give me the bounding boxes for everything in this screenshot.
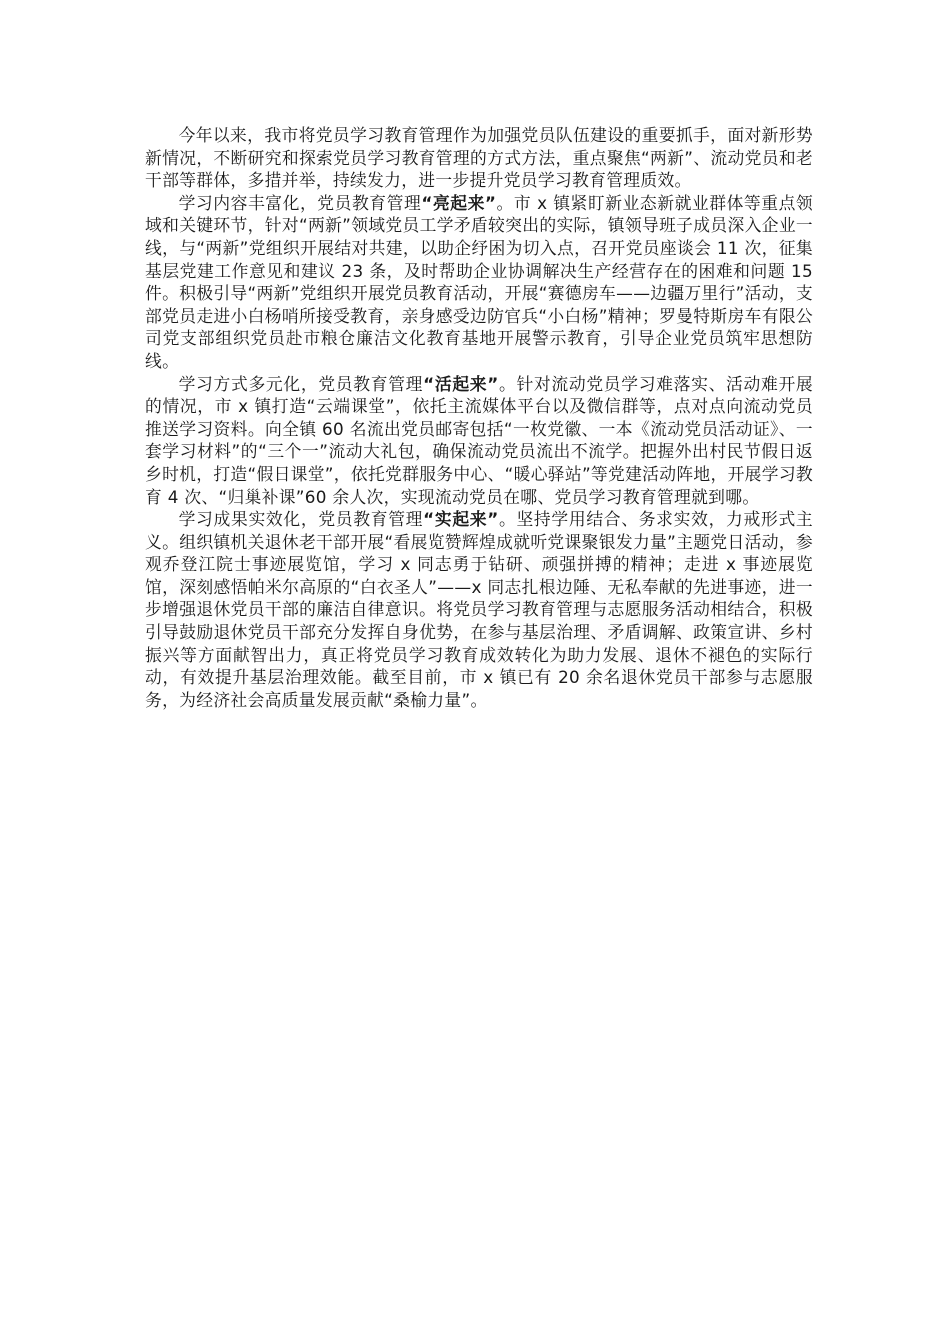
content-emphasis: “亮起来”	[421, 192, 497, 213]
result-paragraph	[145, 508, 813, 711]
content-paragraph	[145, 192, 813, 373]
result-text: 。坚持学用结合、务求实效，力戒形式主义。组织镇机关退休老干部开展“看展览赞辉煌成就听党课聚银发力量”主题党日活动，参观乔登江院士事迹展览馆，学习 x 同志勇于钻研、顽强拼搏的精神；走进 x 事迹展览馆，深刻感悟帕米尔高原的“白衣圣人”——x 同志扎根边陲、无私奉献的先进事迹，进一步增强退休党员干部的廉洁自律意识。将党员学习教育管理与志愿服务活动相结合，积极引导鼓励退休党员干部充分发挥自身优势，在参与基层治理、矛盾调解、政策宣讲、乡村振兴等方面献智出力，真正将党员学习教育成效转化为助力发展、退休不褪色的实际行动，有效提升基层治理效能。截至目前，市 x 镇已有 20 余名退休党员干部参与志愿服务，为经济社会高质量发展贡献“桑榆力量”。	[145, 509, 814, 710]
content-lead: 学习内容丰富化，党员教育管理	[178, 192, 422, 213]
result-emphasis: “实起来”	[423, 509, 499, 530]
method-lead: 学习方式多元化，党员教育管理	[178, 373, 424, 394]
method-emphasis: “活起来”	[423, 373, 499, 394]
result-lead: 学习成果实效化，党员教育管理	[178, 509, 424, 530]
document-body	[145, 124, 813, 711]
intro-paragraph	[145, 124, 813, 192]
content-text: 。市 x 镇紧盯新业态新就业群体等重点领域和关键环节，针对“两新”领域党员工学矛盾较突出的实际，镇领导班子成员深入企业一线，与“两新”党组织开展结对共建，以助企纾困为切入点，召开党员座谈会 11 次，征集基层党建工作意见和建议 23 条，及时帮助企业协调解决生产经营存在的困难和问题 15 件。积极引导“两新”党组织开展党员教育活动，开展“赛德房车——边疆万里行”活动，支部党员走进小白杨哨所接受教育，亲身感受边防官兵“小白杨”精神；罗曼特斯房车有限公司党支部组织党员赴市粮仓廉洁文化教育基地开展警示教育，引导企业党员筑牢思想防线。	[145, 192, 814, 371]
method-paragraph	[145, 373, 813, 509]
method-text: 。针对流动党员学习难落实、活动难开展的情况，市 x 镇打造“云端课堂”，依托主流媒体平台以及微信群等，点对点向流动党员推送学习资料。向全镇 60 名流出党员邮寄包括“一枚党徽、一本《流动党员活动证》、一套学习材料”的“三个一”流动大礼包，确保流动党员流出不流学。把握外出村民节假日返乡时机，打造“假日课堂”，依托党群服务中心、“暖心驿站”等党建活动阵地，开展学习教育 4 次、“归巢补课”60 余人次，实现流动党员在哪、党员学习教育管理就到哪。	[145, 373, 814, 507]
intro-text: 今年以来，我市将党员学习教育管理作为加强党员队伍建设的重要抓手，面对新形势新情况，不断研究和探索党员学习教育管理的方式方法，重点聚焦“两新”、流动党员和老干部等群体，多措并举，持续发力，进一步提升党员学习教育管理质效。	[145, 125, 813, 191]
